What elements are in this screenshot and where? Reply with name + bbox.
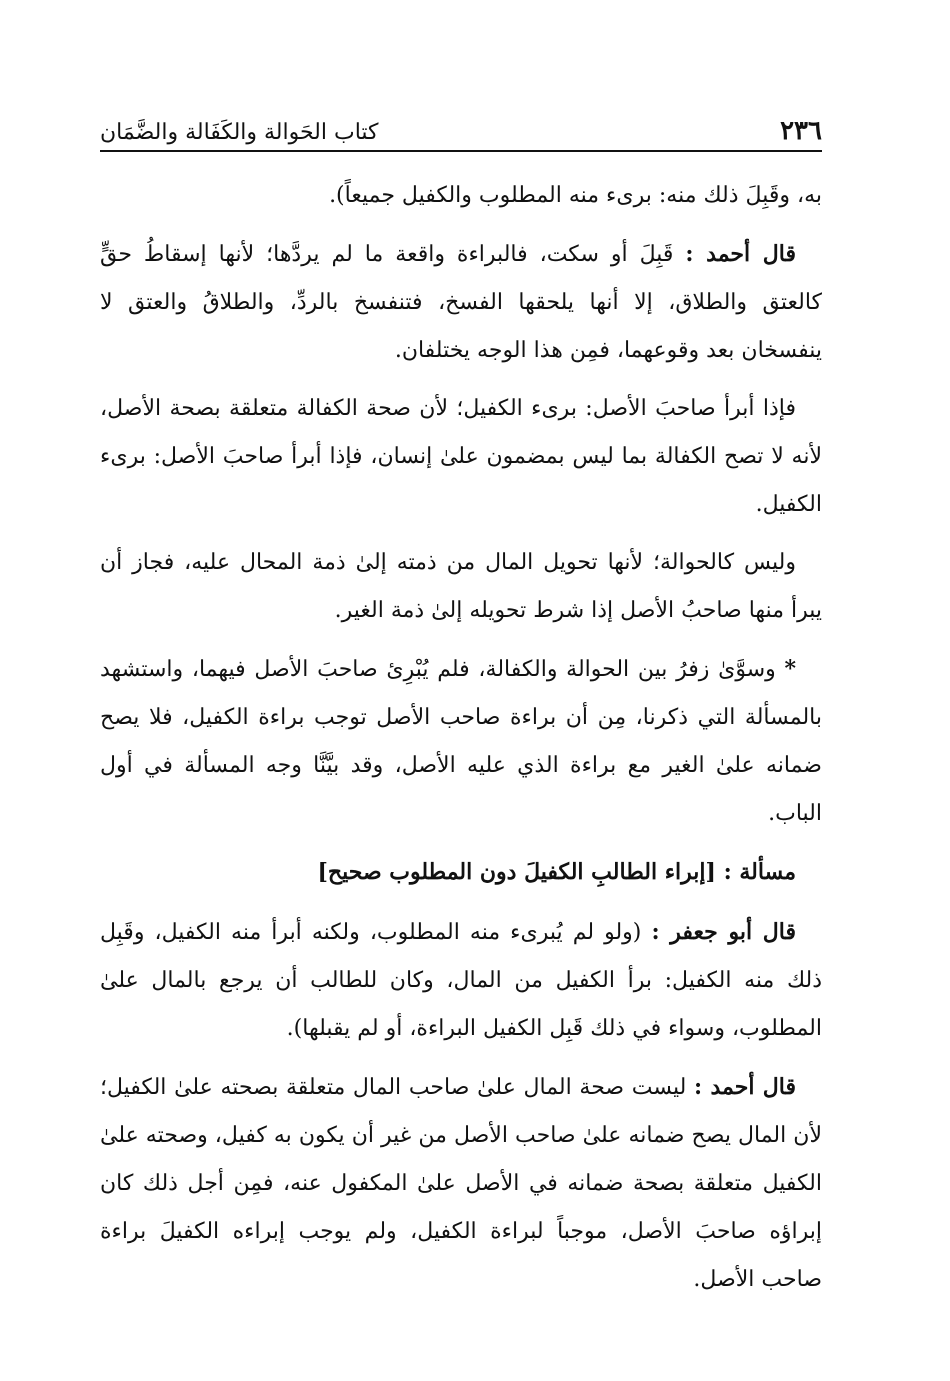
speaker-label: قال أحمد : xyxy=(694,1074,797,1100)
paragraph-4-text: وليس كالحوالة؛ لأنها تحويل المال من ذمته إلىٰ ذمة المحال عليه، فجاز أن يبرأ منها صاحبُ الأصل إذا شرط تحويله إلىٰ ذمة الغير. xyxy=(100,550,822,623)
page-number: ٢٣٦ xyxy=(780,116,822,146)
paragraph-4 xyxy=(100,539,822,635)
running-title: كتاب الحَوالة والكَفَالة والضَّمَان xyxy=(100,120,379,145)
paragraph-3-text: فإذا أبرأ صاحبَ الأصل: برىء الكفيل؛ لأن صحة الكفالة متعلقة بصحة الأصل، لأنه لا تصح الكفالة بما ليس بمضمون علىٰ إنسان، فإذا أبرأ صاحبَ الأصل: برىء الكفيل. xyxy=(100,396,822,517)
page-body xyxy=(100,172,822,1314)
section-heading: مسألة : [إبراء الطالبِ الكفيلَ دون المطلوب صحيح] xyxy=(317,859,796,885)
paragraph-7 xyxy=(100,1063,822,1304)
paragraph-1-text: به، وقَبِلَ ذلك منه: برىء منه المطلوب والكفيل جميعاً). xyxy=(329,183,822,208)
paragraph-2 xyxy=(100,230,822,375)
speaker-label: قال أحمد : xyxy=(685,241,796,267)
speaker-label: قال أبو جعفر : xyxy=(651,919,797,945)
paragraph-7-text: ليست صحة المال علىٰ صاحب المال متعلقة بصحته علىٰ الكفيل؛ لأن المال يصح ضمانه علىٰ صاحب الأصل من غير أن يكون به كفيل، وصحته علىٰ الكفيل متعلقة بصحة ضمانه في الأصل علىٰ المكفول عنه، فمِن أجل ذلك كان إبراؤه صاحبَ الأصل، موجباً لبراءة الكفيل، ولم يوجب إبراءه الكفيلَ براءة صاحب الأصل. xyxy=(100,1075,822,1292)
paragraph-1 xyxy=(100,172,822,220)
paragraph-5-text: وسوَّىٰ زفرُ بين الحوالة والكفالة، فلم يُبْرِئ صاحبَ الأصل فيهما، واستشهد بالمسألة التي ذكرنا، مِن أن براءة صاحب الأصل توجب براءة الكفيل، فلا يصح ضمانه علىٰ الغير مع براءة الذي عليه الأصل، وقد بيَّنَّا وجه المسألة في أول الباب. xyxy=(100,657,822,826)
paragraph-5 xyxy=(100,645,822,838)
paragraph-2-text: قَبِلَ أو سكت، فالبراءة واقعة ما لم يردَّها؛ لأنها إسقاطُ حقٍّ كالعتق والطلاق، إلا أنها يلحقها الفسخ، فتنفسخ بالردِّ، والطلاقُ والعتق لا ينفسخان بعد وقوعهما، فمِن هذا الوجه يختلفان. xyxy=(100,242,822,363)
page-header xyxy=(100,100,822,144)
star-marker: * xyxy=(784,656,796,682)
paragraph-3 xyxy=(100,385,822,529)
paragraph-6-text: (ولو لم يُبرىء منه المطلوب، ولكنه أبرأ منه الكفيل، وقَبِل ذلك منه الكفيل: برأ الكفيل من المال، وكان للطالب أن يرجع بالمال علىٰ المطلوب، وسواء في ذلك قَبِل الكفيل البراءة، أو لم يقبلها). xyxy=(100,920,822,1041)
paragraph-6 xyxy=(100,908,822,1053)
header-rule xyxy=(100,150,822,152)
